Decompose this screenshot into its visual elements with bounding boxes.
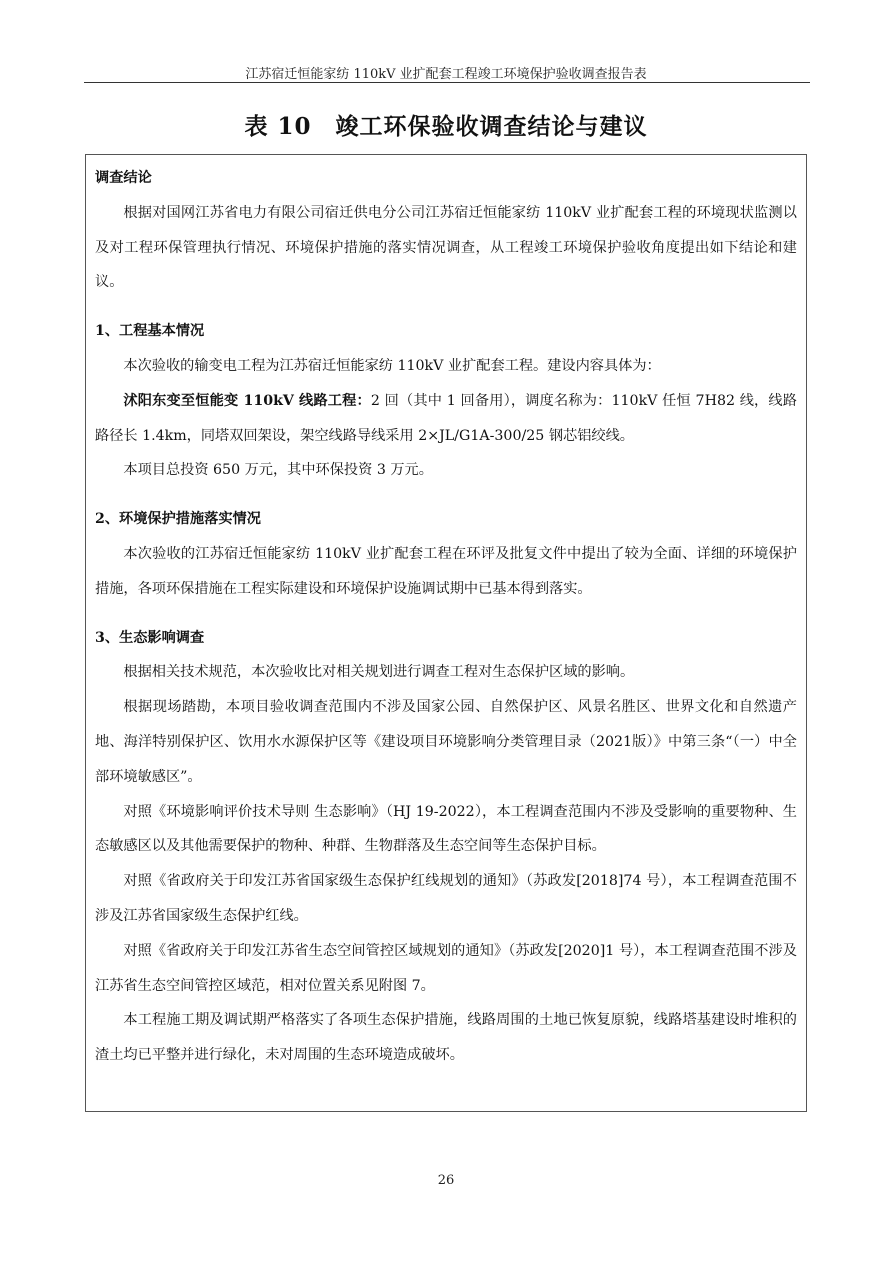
section3-p3: 对照《环境影响评价技术导则 生态影响》（HJ 19-2022），本工程调查范围内不涉及受影响的重要物种、生态敏感区以及其他需要保护的物种、种群、生物群落及生态空间等生态保护目标。 <box>95 803 797 855</box>
section3-p1: 根据相关技术规范，本次验收比对相关规划进行调查工程对生态保护区域的影响。 <box>123 664 635 681</box>
page-number: 26 <box>437 1173 455 1188</box>
header-rule <box>84 82 810 83</box>
section1-p2-rest: 2 回（其中 1 回备用），调度名称为：110kV 任恒 7H82 线，线路路径长 1.4km，同塔双回架设，架空线路导线采用 2×JL/G1A-300/25 钢芯铝绞线。 <box>95 392 797 444</box>
content-frame <box>85 154 807 1112</box>
conclusion-heading: 调查结论 <box>95 170 152 186</box>
section1-p2 <box>95 384 797 454</box>
section3-p5: 对照《省政府关于印发江苏省生态空间管控区域规划的通知》（苏政发[2020]1 号），本工程调查范围不涉及江苏省生态空间管控区域范，相对位置关系见附图 7。 <box>95 942 797 994</box>
running-header: 江苏宿迁恒能家纺 110kV 业扩配套工程竣工环境保护验收调查报告表 <box>245 67 647 82</box>
table-title: 表 10 竣工环保验收调查结论与建议 <box>244 113 648 140</box>
section3-p6: 本工程施工期及调试期严格落实了各项生态保护措施，线路周围的土地已恢复原貌，线路塔基建设时堆积的渣土均已平整并进行绿化，未对周围的生态环境造成破坏。 <box>95 1012 797 1064</box>
conclusion-intro: 根据对国网江苏省电力有限公司宿迁供电分公司江苏宿迁恒能家纺 110kV 业扩配套工程的环境现状监测以及对工程环保管理执行情况、环境保护措施的落实情况调查，从工程竣工环境保护验收角度提出如下结论和建议。 <box>95 204 797 291</box>
section2-heading: 2、环境保护措施落实情况 <box>95 511 261 528</box>
section1-heading: 1、工程基本情况 <box>95 323 205 340</box>
section3-heading: 3、生态影响调查 <box>95 629 205 646</box>
section3-p4: 对照《省政府关于印发江苏省国家级生态保护红线规划的通知》（苏政发[2018]74 号），本工程调查范围不涉及江苏省国家级生态保护红线。 <box>95 873 797 924</box>
section1-p2-bold: 沭阳东变至恒能变 110kV 线路工程： <box>123 392 371 409</box>
section2-p1: 本次验收的江苏宿迁恒能家纺 110kV 业扩配套工程在环评及批复文件中提出了较为全面、详细的环境保护措施，各项环保措施在工程实际建设和环境保护设施调试期中已基本得到落实。 <box>95 545 797 597</box>
section3-p2: 根据现场踏勘，本项目验收调查范围内不涉及国家公园、自然保护区、风景名胜区、世界文化和自然遗产地、海洋特别保护区、饮用水水源保护区等《建设项目环境影响分类管理目录（2021版）》中第三条“（一）中全部环境敏感区”。 <box>95 699 797 785</box>
section1-p1: 本次验收的输变电工程为江苏宿迁恒能家纺 110kV 业扩配套工程。建设内容具体为： <box>123 357 661 374</box>
section1-p3: 本项目总投资 650 万元，其中环保投资 3 万元。 <box>123 462 433 479</box>
